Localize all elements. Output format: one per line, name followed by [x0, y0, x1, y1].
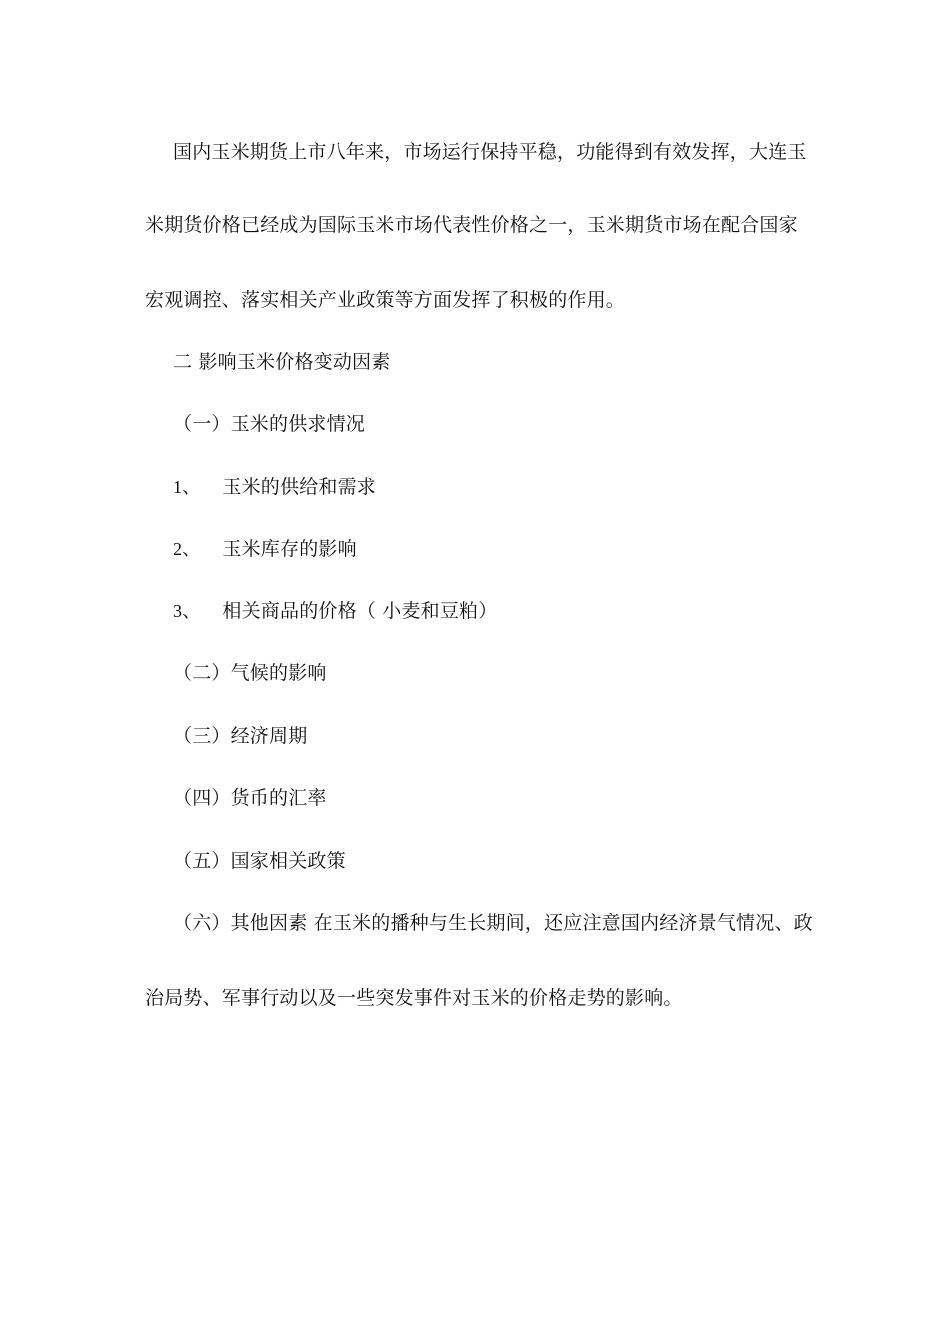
- intro-line-3: 宏观调控、落实相关产业政策等方面发挥了积极的作用。: [145, 289, 626, 311]
- item-marker: （五）: [173, 850, 231, 872]
- list-item: [173, 599, 497, 623]
- item-marker: （三）: [173, 725, 231, 747]
- item-text: 经济周期: [230, 725, 308, 747]
- item-marker: （六）: [173, 912, 231, 934]
- item-marker: （二）: [173, 662, 231, 684]
- intro-line-2: 米期货价格已经成为国际玉米市场代表性价格之一，玉米期货市场在配合国家: [145, 214, 798, 236]
- list-item: [173, 412, 365, 436]
- item-marker: 2、: [173, 539, 201, 559]
- item-text: 玉米的供给和需求: [222, 476, 377, 498]
- section-heading: 二 影响玉米价格变动因素: [173, 351, 391, 373]
- closing-line: 治局势、军事行动以及一些突发事件对玉米的价格走势的影响。: [145, 987, 683, 1009]
- item-marker: 1、: [173, 477, 201, 497]
- item-text: 其他因素 在玉米的播种与生长期间，还应注意国内经济景气情况、政: [230, 912, 813, 934]
- item-text: 国家相关政策: [230, 850, 346, 872]
- item-text: 气候的影响: [230, 662, 327, 684]
- list-item: [173, 849, 346, 873]
- list-item: [173, 661, 327, 685]
- list-item: [173, 475, 376, 499]
- item-marker: （一）: [173, 413, 231, 435]
- item-text: 玉米库存的影响: [222, 538, 357, 560]
- item-text: 货币的汇率: [230, 787, 327, 809]
- list-item: [173, 724, 307, 748]
- item-text: 玉米的供求情况: [230, 413, 366, 435]
- item-marker: （四）: [173, 787, 231, 809]
- list-item: [173, 786, 327, 810]
- list-item-last: [173, 911, 813, 935]
- intro-line-1: 国内玉米期货上市八年来，市场运行保持平稳，功能得到有效发挥，大连玉: [173, 141, 807, 163]
- item-marker: 3、: [173, 601, 201, 621]
- item-text: 相关商品的价格（ 小麦和豆粕）: [222, 600, 498, 622]
- list-item: [173, 537, 357, 561]
